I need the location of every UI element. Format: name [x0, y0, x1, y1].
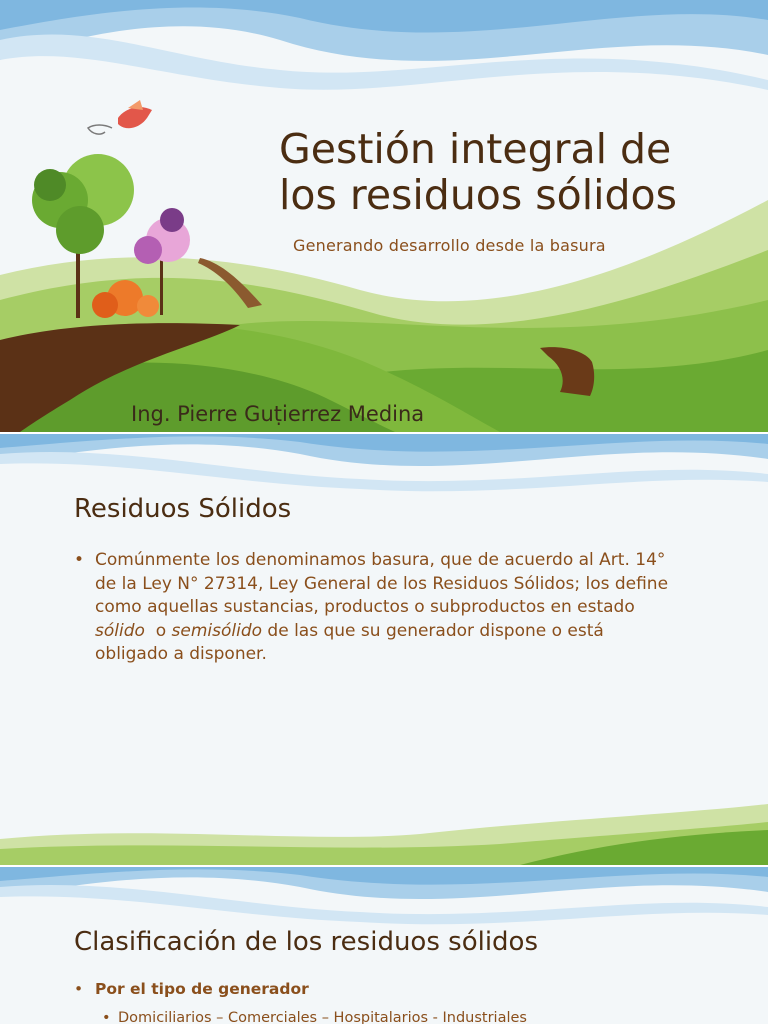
bullet-icon: •	[74, 550, 85, 570]
level2-item: • Domiciliarios – Comerciales – Hospitalarios - Industriales	[102, 1010, 527, 1024]
bullet-icon: •	[102, 1010, 111, 1024]
bullet-icon: •	[74, 980, 84, 998]
flower-stem	[160, 255, 163, 315]
title-line-1: Gestión integral de	[279, 125, 672, 173]
italic-solido: sólido	[95, 620, 145, 641]
slide-heading: Residuos Sólidos	[74, 494, 292, 524]
bullet-text: Comúnmente los denominamos basura, que de acuerdo al Art. 14° de la Ley N° 27314, Ley General de los Residuos Sólidos; los define como aquellas sustancias, productos o subproductos en estado sólido o semisólido de las que su generador dispone o está obligado a disponer.	[95, 550, 669, 664]
slide-2	[0, 434, 768, 865]
italic-semisolido: semisólido	[171, 620, 263, 641]
bullet-paragraph	[74, 549, 674, 667]
title-line-2: los residuos sólidos	[279, 171, 677, 219]
author-name: Ing. Pierre Guṭierrez Medina	[131, 402, 425, 426]
bird-trail	[88, 125, 112, 134]
bird-icon	[118, 107, 152, 128]
slide-3	[0, 867, 768, 1024]
level1-item: • Por el tipo de generador	[74, 980, 309, 998]
slide-1	[0, 0, 768, 432]
slide-title	[279, 126, 739, 218]
slide-heading: Clasificación de los residuos sólidos	[74, 927, 539, 957]
slide-subtitle: Generando desarrollo desde la basura	[293, 236, 606, 255]
